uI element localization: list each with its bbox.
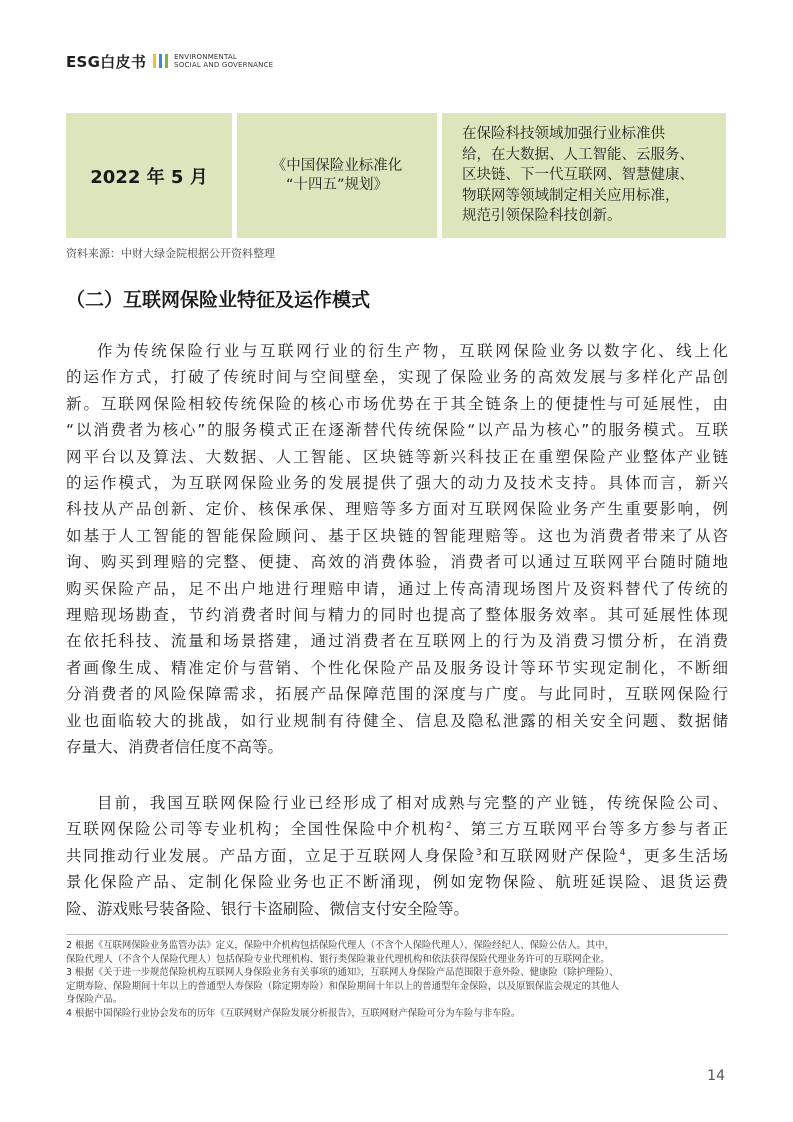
brand-subtitle bbox=[174, 53, 273, 69]
source-note: 资料来源：中财大绿金院根据公开资料整理 bbox=[66, 247, 275, 260]
paragraph-line: 景化保险产品、定制化保险业务也正不断涌现，例如宠物保险、航班延误险、退货运费 bbox=[66, 873, 728, 892]
paragraph-line bbox=[66, 816, 728, 842]
paragraph-line: 询、购买到理赔的完整、便捷、高效的消费体验，消费者可以通过互联网平台随时随地 bbox=[66, 553, 728, 572]
paragraph-line: 业也面临较大的挑战，如行业规制有待健全、信息及隐私泄露的相关安全问题、数据储 bbox=[66, 711, 728, 730]
footnote-ref-4[interactable]: 4 bbox=[619, 847, 626, 858]
policy-line: “十四五”规划》 bbox=[285, 176, 389, 193]
text-run: 共同推动行业发展。产品方面，立足于互联网人身保险 bbox=[66, 846, 476, 865]
footnote-line: 身保险产品。 bbox=[66, 994, 123, 1005]
footnote-ref-3[interactable]: 3 bbox=[475, 847, 482, 858]
paragraph-1 bbox=[66, 338, 728, 761]
footnote-line: 4 根据中国保险行业协会发布的历年《互联网财产保险发展分析报告》，互联网财产保险可分为车险与非车险。 bbox=[66, 1007, 521, 1019]
footnote-line: 保险代理人（不含个人保险代理人）包括保险专业代理机构、银行类保险兼业代理机构和依法获得保险代理业务许可的互联网企业。 bbox=[66, 953, 610, 965]
brand-title: ESG白皮书 bbox=[66, 52, 147, 71]
paragraph-line: 的运作方式，打破了传统时间与空间壁垒，实现了保险业务的高效发展与多样化产品创 bbox=[66, 368, 728, 387]
paragraph-line: 分消费者的风险保障需求，拓展产品保障范围的深度与广度。与此同时，互联网保险行 bbox=[66, 685, 728, 704]
footnote-line: 2 根据《互联网保险业务监管办法》定义，保险中介机构包括保险代理人（不含个人保险代理人）、保险经纪人、保险公估人。其中， bbox=[66, 940, 615, 951]
paragraph-line: 者画像生成、精准定价与营销、个性化保险产品及服务设计等环节实现定制化，不断细 bbox=[66, 658, 728, 677]
brand-bar-yellow bbox=[153, 54, 156, 68]
footnote-line: 3 根据《关于进一步规范保险机构互联网人身保险业务有关事项的通知》，互联网人身保险产品范围限于意外险、健康险（除护理险）、 bbox=[66, 967, 619, 978]
paragraph-line: 目前，我国互联网保险行业已经形成了相对成熟与完整的产业链，传统保险公司、 bbox=[97, 794, 728, 812]
policy-line: 《中国保险业标准化 bbox=[271, 157, 403, 174]
text-run: 互联网保险公司等专业机构；全国性保险中介机构 bbox=[66, 820, 446, 839]
paragraph-line: 如基于人工智能的智能保险顾问、基于区块链的智能理赔等。这也为消费者带来了从咨 bbox=[66, 526, 728, 545]
footnote-2 bbox=[66, 939, 728, 966]
policy-table-row bbox=[66, 113, 726, 238]
brand-subtitle-line-2: SOCIAL AND GOVERNANCE bbox=[174, 61, 274, 69]
footnotes bbox=[66, 939, 728, 1020]
brand-bar-green bbox=[165, 54, 168, 68]
text-run: 、第三方互联网平台等多方参与者正 bbox=[451, 820, 728, 839]
text-run: 和互联网财产保险 bbox=[481, 846, 620, 865]
section-title: （二）互联网保险业特征及运作模式 bbox=[66, 289, 371, 311]
paragraph-line: 网平台以及算法、大数据、人工智能、区块链等新兴科技正在重塑保险产业整体产业链 bbox=[66, 447, 728, 466]
policy-description bbox=[462, 124, 694, 227]
paragraph-line: 的运作模式，为互联网保险业务的发展提供了强大的动力及技术支持。具体而言，新兴 bbox=[66, 474, 728, 493]
footnote-ref-2[interactable]: 2 bbox=[445, 821, 452, 832]
paragraph-line: 科技从产品创新、定价、核保承保、理赔等多方面对互联网保险业务产生重要影响，例 bbox=[66, 500, 728, 519]
paragraph-line: 作为传统保险行业与互联网行业的衍生产物，互联网保险业务以数字化、线上化 bbox=[97, 342, 728, 360]
description-line: 给，在大数据、人工智能、云服务、 bbox=[462, 146, 694, 163]
paragraph-line: 理赔现场勘查，节约消费者时间与精力的同时也提高了整体服务效率。其可延展性体现 bbox=[66, 606, 728, 625]
paragraph-line bbox=[66, 843, 728, 869]
description-cell bbox=[442, 113, 726, 238]
text-run: ，更多生活场 bbox=[625, 846, 728, 865]
paragraph-line: 新。互联网保险相较传统保险的核心市场优势在于其全链条上的便捷性与可延展性，由 bbox=[66, 394, 728, 413]
policy-name bbox=[272, 157, 403, 195]
description-line: 物联网等领域制定相关应用标准， bbox=[462, 187, 680, 204]
date-cell bbox=[66, 113, 232, 238]
brand-bar-blue bbox=[159, 54, 162, 68]
footnote-line: 定期寿险、保险期间十年以上的普通型人寿保险（除定期寿险）和保险期间十年以上的普通型年金保险，以及原银保监会规定的其他人 bbox=[66, 980, 620, 992]
paragraph-line: 购买保险产品，足不出户地进行理赔申请，通过上传高清现场图片及资料替代了传统的 bbox=[66, 579, 728, 598]
policy-cell bbox=[237, 113, 437, 238]
footnote-3 bbox=[66, 966, 728, 1007]
description-line: 区块链、下一代互联网、智慧健康、 bbox=[462, 167, 694, 184]
footnote-4 bbox=[66, 1007, 728, 1021]
description-line: 在保险科技领域加强行业标准供 bbox=[462, 126, 665, 143]
paragraph-line: 存量大、消费者信任度不高等。 bbox=[66, 738, 284, 757]
page-header bbox=[66, 50, 273, 72]
paragraph-2 bbox=[66, 790, 728, 922]
page-number: 14 bbox=[707, 1068, 725, 1084]
brand-subtitle-line-1: ENVIRONMENTAL bbox=[174, 53, 238, 61]
paragraph-line: 险、游戏账号装备险、银行卡盗刷险、微信支付安全险等。 bbox=[66, 899, 470, 918]
paragraph-line: “以消费者为核心”的服务模式正在逐渐替代传统保险“以产品为核心”的服务模式。互联 bbox=[66, 421, 728, 440]
brand-bars-icon bbox=[153, 54, 168, 68]
footnote-divider bbox=[66, 934, 728, 935]
date-text: 2022 年 5 月 bbox=[90, 166, 208, 188]
description-line: 规范引领保险科技创新。 bbox=[462, 208, 622, 225]
paragraph-line: 在依托科技、流量和场景搭建，通过消费者在互联网上的行为及消费习惯分析，在消费 bbox=[66, 632, 728, 651]
